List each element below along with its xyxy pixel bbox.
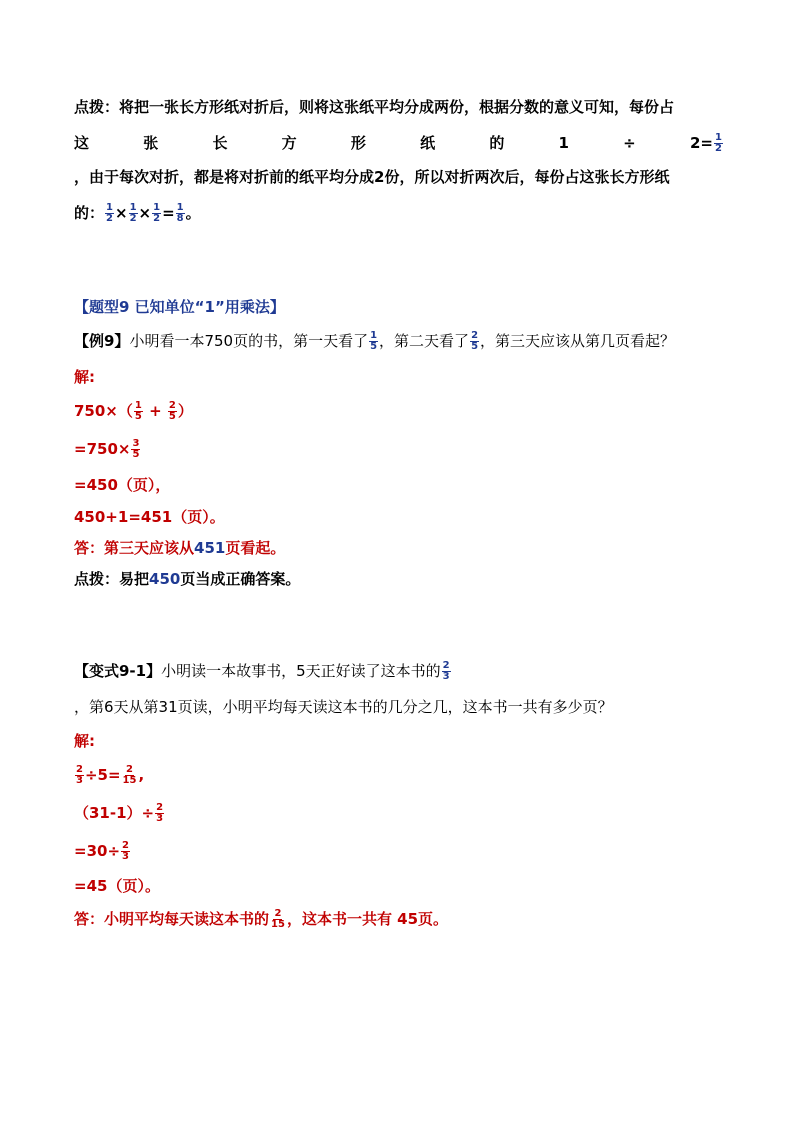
frac-den: 3 <box>442 671 450 682</box>
frac-num: 1 <box>176 202 184 213</box>
frac-num: 1 <box>134 400 142 411</box>
expr-text: 2= <box>689 134 713 152</box>
tip-line-4 <box>74 202 201 224</box>
frac-den: 8 <box>176 213 184 224</box>
tip-text: 的： <box>74 204 105 222</box>
tip-line-3 <box>74 166 669 188</box>
period: 。 <box>185 204 201 222</box>
step-text: =450（页）， <box>74 476 171 494</box>
frac-den: 15 <box>271 919 285 930</box>
times-sign: × <box>114 204 128 222</box>
frac-den: 3 <box>122 851 129 862</box>
frac-den: 3 <box>156 813 164 824</box>
variant-step-4 <box>74 875 160 897</box>
tip-2 <box>74 568 300 590</box>
fraction <box>121 841 130 862</box>
answer-number: 451 <box>194 539 226 557</box>
answer-text: 答：小明平均每天读这本书的 <box>74 910 270 928</box>
frac-num: 3 <box>132 438 140 449</box>
tip-text: 点拨：将把一张长方形纸对折后，则将这张纸平均分成两份，根据分数的意义可知，每份占 <box>74 98 675 116</box>
frac-num: 2 <box>126 764 133 775</box>
frac-num: 2 <box>168 400 176 411</box>
frac-num: 2 <box>471 330 479 341</box>
example-question <box>74 330 675 352</box>
spread-char: ÷ <box>623 134 636 152</box>
tip-line-1 <box>74 96 674 118</box>
expression-tail <box>690 132 724 154</box>
fraction <box>714 133 723 154</box>
fraction <box>442 661 451 682</box>
fraction <box>168 401 177 422</box>
spread-char: 纸 <box>420 134 436 152</box>
spread-char: 1 <box>558 134 569 152</box>
step-text: , <box>138 766 145 784</box>
fraction <box>470 331 479 352</box>
times-sign: × <box>138 204 152 222</box>
frac-den: 5 <box>370 341 378 352</box>
frac-num: 1 <box>129 202 137 213</box>
spread-char: 长 <box>212 134 228 152</box>
fraction <box>129 203 138 224</box>
frac-den: 5 <box>471 341 479 352</box>
tip-text: 页当成正确答案。 <box>180 570 301 588</box>
solution-step-3 <box>74 474 170 496</box>
frac-num: 2 <box>76 764 83 775</box>
answer <box>74 537 285 559</box>
fraction <box>155 803 164 824</box>
frac-num: 1 <box>370 330 378 341</box>
frac-den: 2 <box>153 213 161 224</box>
frac-num: 1 <box>714 132 722 143</box>
variant-question-line-2 <box>74 696 613 718</box>
step-text: =30÷ <box>74 842 121 860</box>
frac-den: 5 <box>168 411 176 422</box>
fraction <box>122 765 138 786</box>
question-text: ，第三天应该从第几页看起？ <box>480 332 676 350</box>
fraction <box>75 765 84 786</box>
variant-answer <box>74 908 448 930</box>
solution-step-2 <box>74 438 141 460</box>
frac-den: 2 <box>714 143 722 154</box>
spread-char: 这 <box>74 134 90 152</box>
plus-sign: + <box>143 402 167 420</box>
step-text: 750×（ <box>74 402 133 420</box>
equals-sign: = <box>162 204 175 222</box>
fraction <box>105 203 114 224</box>
tip-text: 点拨：易把 <box>74 570 150 588</box>
solution-step-4 <box>74 506 225 528</box>
question-text: ，第二天看了 <box>379 332 470 350</box>
step-text: （31-1）÷ <box>74 804 155 822</box>
frac-num: 2 <box>122 840 129 851</box>
frac-den: 5 <box>132 449 140 460</box>
example-label: 【例9】 <box>74 332 130 350</box>
solution-step-1 <box>74 400 193 422</box>
tip-number: 450 <box>149 570 181 588</box>
spread-char: 张 <box>143 134 159 152</box>
fraction <box>270 909 286 930</box>
question-text: 小明读一本故事书，5天正好读了这本书的 <box>161 662 441 680</box>
spread-char: 的 <box>489 134 505 152</box>
fraction <box>176 203 185 224</box>
frac-num: 1 <box>106 202 113 213</box>
step-text: ÷5= <box>84 766 121 784</box>
frac-num: 2 <box>274 908 282 919</box>
variant-step-2 <box>74 802 165 824</box>
step-text: =750× <box>74 440 131 458</box>
frac-den: 15 <box>122 775 137 786</box>
question-text: ，第6天从第31页读，小明平均每天读这本书的几分之几，这本书一共有多少页？ <box>74 698 613 716</box>
frac-den: 2 <box>106 213 113 224</box>
frac-num: 1 <box>153 202 161 213</box>
step-text: 450+1=451（页）。 <box>74 508 225 526</box>
step-text: ） <box>177 402 193 420</box>
solve-label <box>74 366 95 388</box>
heading-text: 【题型9 已知单位“1”用乘法】 <box>74 298 285 316</box>
section-heading <box>74 296 285 318</box>
step-text: =45（页）。 <box>74 877 160 895</box>
spread-char: 形 <box>350 134 366 152</box>
spread-char: 方 <box>281 134 297 152</box>
frac-num: 2 <box>442 660 450 671</box>
variant-solve-label <box>74 730 95 752</box>
question-text: 小明看一本750页的书，第一天看了 <box>129 332 369 350</box>
frac-num: 2 <box>156 802 164 813</box>
tip-line-2 <box>74 132 724 154</box>
answer-text: 答：第三天应该从 <box>74 539 195 557</box>
fraction <box>152 203 161 224</box>
frac-den: 5 <box>134 411 142 422</box>
answer-text: 页看起。 <box>225 539 286 557</box>
answer-text: ，这本书一共有 45页。 <box>286 910 449 928</box>
tip-text: ，由于每次对折，都是将对折前的纸平均分成2份，所以对折两次后，每份占这张长方形纸 <box>74 168 670 186</box>
frac-den: 3 <box>76 775 83 786</box>
fraction <box>134 401 143 422</box>
variant-question-line-1 <box>74 660 452 682</box>
frac-den: 2 <box>129 213 137 224</box>
variant-step-3 <box>74 840 131 862</box>
variant-label: 【变式9-1】 <box>74 662 162 680</box>
solve-text: 解: <box>74 368 95 386</box>
fraction <box>369 331 378 352</box>
fraction <box>131 439 140 460</box>
solve-text: 解: <box>74 732 95 750</box>
variant-step-1 <box>74 764 144 786</box>
